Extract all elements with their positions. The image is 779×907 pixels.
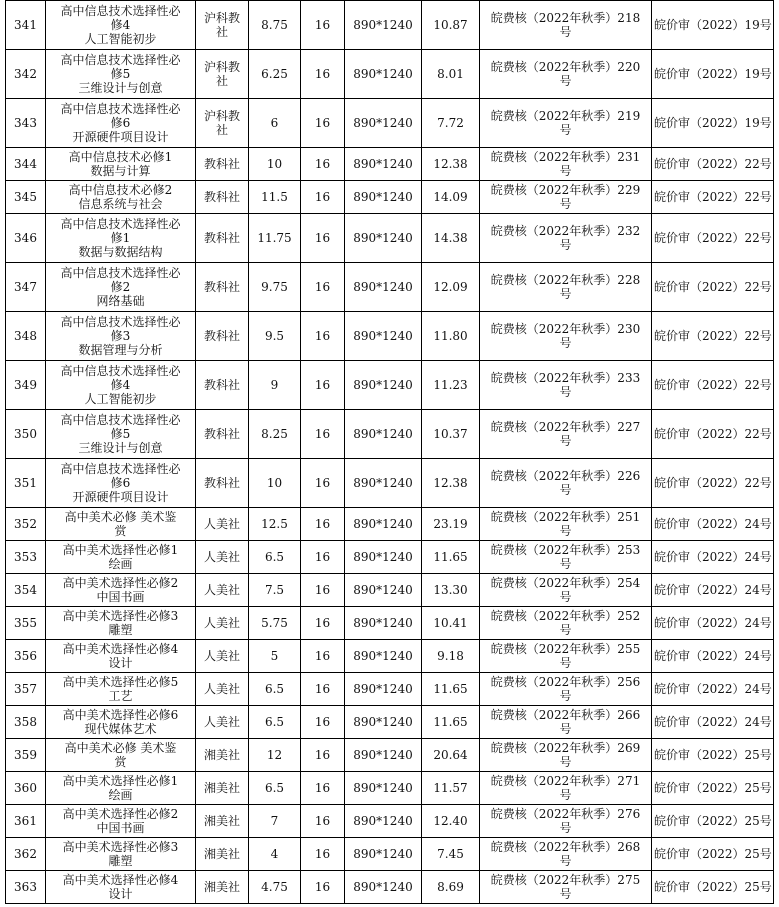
format-cell: 16 <box>301 706 345 739</box>
fee-approval-number-cell: 皖费核（2022年秋季）255 号 <box>480 640 652 673</box>
fee-approval-number-cell: 皖费核（2022年秋季）229 号 <box>480 181 652 214</box>
row-number-cell: 360 <box>6 772 46 805</box>
table-row <box>6 706 774 739</box>
textbook-name-cell: 高中美术选择性必修2 中国书画 <box>46 574 196 607</box>
fee-approval-number-cell: 皖费核（2022年秋季）252 号 <box>480 607 652 640</box>
price-cell: 20.64 <box>422 739 480 772</box>
paper-size-cell: 890*1240 <box>345 838 422 871</box>
table-row <box>6 541 774 574</box>
table-row <box>6 1 774 50</box>
table-row <box>6 871 774 904</box>
paper-size-cell: 890*1240 <box>345 508 422 541</box>
textbook-name-cell: 高中信息技术选择性必 修2 网络基础 <box>46 263 196 312</box>
price-approval-number-cell: 皖价审（2022）19号 <box>652 50 774 99</box>
price-cell: 10.87 <box>422 1 480 50</box>
price-cell: 8.69 <box>422 871 480 904</box>
price-approval-number-cell: 皖价审（2022）22号 <box>652 214 774 263</box>
fee-approval-number-cell: 皖费核（2022年秋季）254 号 <box>480 574 652 607</box>
price-approval-number-cell: 皖价审（2022）24号 <box>652 508 774 541</box>
price-approval-number-cell: 皖价审（2022）25号 <box>652 838 774 871</box>
paper-size-cell: 890*1240 <box>345 772 422 805</box>
row-number-cell: 354 <box>6 574 46 607</box>
textbook-name-cell: 高中美术选择性必修1 绘画 <box>46 772 196 805</box>
price-cell: 11.23 <box>422 361 480 410</box>
row-number-cell: 362 <box>6 838 46 871</box>
fee-approval-number-cell: 皖费核（2022年秋季）268 号 <box>480 838 652 871</box>
printed-sheets-cell: 6 <box>249 99 301 148</box>
paper-size-cell: 890*1240 <box>345 459 422 508</box>
row-number-cell: 349 <box>6 361 46 410</box>
table-row <box>6 99 774 148</box>
price-approval-number-cell: 皖价审（2022）19号 <box>652 1 774 50</box>
publisher-cell: 人美社 <box>196 508 249 541</box>
table-row <box>6 361 774 410</box>
price-approval-number-cell: 皖价审（2022）25号 <box>652 805 774 838</box>
publisher-cell: 湘美社 <box>196 772 249 805</box>
table-row <box>6 312 774 361</box>
row-number-cell: 352 <box>6 508 46 541</box>
textbook-name-cell: 高中信息技术选择性必 修1 数据与数据结构 <box>46 214 196 263</box>
paper-size-cell: 890*1240 <box>345 148 422 181</box>
format-cell: 16 <box>301 541 345 574</box>
format-cell: 16 <box>301 50 345 99</box>
price-approval-number-cell: 皖价审（2022）24号 <box>652 541 774 574</box>
printed-sheets-cell: 11.5 <box>249 181 301 214</box>
textbook-name-cell: 高中信息技术必修1 数据与计算 <box>46 148 196 181</box>
textbook-name-cell: 高中信息技术必修2 信息系统与社会 <box>46 181 196 214</box>
table-row <box>6 673 774 706</box>
printed-sheets-cell: 7 <box>249 805 301 838</box>
publisher-cell: 湘美社 <box>196 838 249 871</box>
paper-size-cell: 890*1240 <box>345 312 422 361</box>
row-number-cell: 351 <box>6 459 46 508</box>
textbook-name-cell: 高中美术选择性必修6 现代媒体艺术 <box>46 706 196 739</box>
price-cell: 23.19 <box>422 508 480 541</box>
printed-sheets-cell: 9.5 <box>249 312 301 361</box>
printed-sheets-cell: 5.75 <box>249 607 301 640</box>
row-number-cell: 356 <box>6 640 46 673</box>
printed-sheets-cell: 6.5 <box>249 706 301 739</box>
fee-approval-number-cell: 皖费核（2022年秋季）253 号 <box>480 541 652 574</box>
fee-approval-number-cell: 皖费核（2022年秋季）271 号 <box>480 772 652 805</box>
fee-approval-number-cell: 皖费核（2022年秋季）275 号 <box>480 871 652 904</box>
paper-size-cell: 890*1240 <box>345 607 422 640</box>
textbook-name-cell: 高中信息技术选择性必 修6 开源硬件项目设计 <box>46 459 196 508</box>
format-cell: 16 <box>301 99 345 148</box>
price-approval-number-cell: 皖价审（2022）19号 <box>652 99 774 148</box>
fee-approval-number-cell: 皖费核（2022年秋季）218 号 <box>480 1 652 50</box>
printed-sheets-cell: 6.5 <box>249 772 301 805</box>
fee-approval-number-cell: 皖费核（2022年秋季）220 号 <box>480 50 652 99</box>
table-row <box>6 50 774 99</box>
publisher-cell: 教科社 <box>196 214 249 263</box>
format-cell: 16 <box>301 361 345 410</box>
textbook-name-cell: 高中信息技术选择性必 修3 数据管理与分析 <box>46 312 196 361</box>
price-approval-number-cell: 皖价审（2022）22号 <box>652 361 774 410</box>
paper-size-cell: 890*1240 <box>345 263 422 312</box>
price-cell: 10.41 <box>422 607 480 640</box>
price-approval-number-cell: 皖价审（2022）24号 <box>652 574 774 607</box>
format-cell: 16 <box>301 739 345 772</box>
publisher-cell: 人美社 <box>196 640 249 673</box>
textbook-price-table <box>5 0 774 904</box>
price-cell: 7.45 <box>422 838 480 871</box>
row-number-cell: 348 <box>6 312 46 361</box>
paper-size-cell: 890*1240 <box>345 541 422 574</box>
row-number-cell: 350 <box>6 410 46 459</box>
table-row <box>6 459 774 508</box>
publisher-cell: 人美社 <box>196 673 249 706</box>
textbook-name-cell: 高中美术选择性必修3 雕塑 <box>46 607 196 640</box>
price-approval-number-cell: 皖价审（2022）22号 <box>652 148 774 181</box>
printed-sheets-cell: 10 <box>249 148 301 181</box>
price-cell: 11.65 <box>422 541 480 574</box>
printed-sheets-cell: 12.5 <box>249 508 301 541</box>
textbook-name-cell: 高中美术必修 美术鉴 赏 <box>46 508 196 541</box>
publisher-cell: 教科社 <box>196 459 249 508</box>
fee-approval-number-cell: 皖费核（2022年秋季）219 号 <box>480 99 652 148</box>
row-number-cell: 345 <box>6 181 46 214</box>
fee-approval-number-cell: 皖费核（2022年秋季）276 号 <box>480 805 652 838</box>
paper-size-cell: 890*1240 <box>345 181 422 214</box>
format-cell: 16 <box>301 673 345 706</box>
textbook-name-cell: 高中美术选择性必修4 设计 <box>46 871 196 904</box>
price-cell: 12.09 <box>422 263 480 312</box>
textbook-name-cell: 高中信息技术选择性必 修4 人工智能初步 <box>46 1 196 50</box>
price-cell: 11.80 <box>422 312 480 361</box>
printed-sheets-cell: 5 <box>249 640 301 673</box>
row-number-cell: 342 <box>6 50 46 99</box>
paper-size-cell: 890*1240 <box>345 214 422 263</box>
textbook-name-cell: 高中美术选择性必修2 中国书画 <box>46 805 196 838</box>
printed-sheets-cell: 6.5 <box>249 541 301 574</box>
table-row <box>6 640 774 673</box>
printed-sheets-cell: 6.25 <box>249 50 301 99</box>
format-cell: 16 <box>301 214 345 263</box>
publisher-cell: 教科社 <box>196 263 249 312</box>
fee-approval-number-cell: 皖费核（2022年秋季）233 号 <box>480 361 652 410</box>
fee-approval-number-cell: 皖费核（2022年秋季）226 号 <box>480 459 652 508</box>
textbook-name-cell: 高中信息技术选择性必 修5 三维设计与创意 <box>46 50 196 99</box>
fee-approval-number-cell: 皖费核（2022年秋季）232 号 <box>480 214 652 263</box>
table-row <box>6 772 774 805</box>
table-row <box>6 181 774 214</box>
table-body <box>6 1 774 904</box>
paper-size-cell: 890*1240 <box>345 871 422 904</box>
price-approval-number-cell: 皖价审（2022）22号 <box>652 263 774 312</box>
row-number-cell: 358 <box>6 706 46 739</box>
format-cell: 16 <box>301 805 345 838</box>
price-cell: 12.38 <box>422 148 480 181</box>
paper-size-cell: 890*1240 <box>345 739 422 772</box>
printed-sheets-cell: 9.75 <box>249 263 301 312</box>
price-approval-number-cell: 皖价审（2022）24号 <box>652 673 774 706</box>
table-row <box>6 739 774 772</box>
publisher-cell: 湘美社 <box>196 805 249 838</box>
table-row <box>6 838 774 871</box>
format-cell: 16 <box>301 640 345 673</box>
format-cell: 16 <box>301 459 345 508</box>
row-number-cell: 344 <box>6 148 46 181</box>
publisher-cell: 教科社 <box>196 181 249 214</box>
printed-sheets-cell: 7.5 <box>249 574 301 607</box>
fee-approval-number-cell: 皖费核（2022年秋季）269 号 <box>480 739 652 772</box>
price-approval-number-cell: 皖价审（2022）24号 <box>652 607 774 640</box>
row-number-cell: 346 <box>6 214 46 263</box>
price-cell: 11.57 <box>422 772 480 805</box>
printed-sheets-cell: 4 <box>249 838 301 871</box>
textbook-name-cell: 高中美术选择性必修4 设计 <box>46 640 196 673</box>
row-number-cell: 343 <box>6 99 46 148</box>
publisher-cell: 人美社 <box>196 706 249 739</box>
price-approval-number-cell: 皖价审（2022）22号 <box>652 410 774 459</box>
format-cell: 16 <box>301 1 345 50</box>
paper-size-cell: 890*1240 <box>345 1 422 50</box>
publisher-cell: 沪科教 社 <box>196 50 249 99</box>
price-approval-number-cell: 皖价审（2022）25号 <box>652 739 774 772</box>
price-cell: 8.01 <box>422 50 480 99</box>
table-row <box>6 805 774 838</box>
price-cell: 12.38 <box>422 459 480 508</box>
printed-sheets-cell: 8.75 <box>249 1 301 50</box>
publisher-cell: 教科社 <box>196 410 249 459</box>
table-row <box>6 148 774 181</box>
textbook-name-cell: 高中信息技术选择性必 修4 人工智能初步 <box>46 361 196 410</box>
price-cell: 7.72 <box>422 99 480 148</box>
price-cell: 10.37 <box>422 410 480 459</box>
textbook-name-cell: 高中信息技术选择性必 修6 开源硬件项目设计 <box>46 99 196 148</box>
printed-sheets-cell: 11.75 <box>249 214 301 263</box>
table-row <box>6 263 774 312</box>
table-row <box>6 607 774 640</box>
table-row <box>6 214 774 263</box>
format-cell: 16 <box>301 181 345 214</box>
paper-size-cell: 890*1240 <box>345 805 422 838</box>
textbook-name-cell: 高中美术选择性必修3 雕塑 <box>46 838 196 871</box>
paper-size-cell: 890*1240 <box>345 706 422 739</box>
row-number-cell: 361 <box>6 805 46 838</box>
price-approval-number-cell: 皖价审（2022）22号 <box>652 312 774 361</box>
printed-sheets-cell: 6.5 <box>249 673 301 706</box>
paper-size-cell: 890*1240 <box>345 410 422 459</box>
format-cell: 16 <box>301 263 345 312</box>
publisher-cell: 教科社 <box>196 361 249 410</box>
format-cell: 16 <box>301 607 345 640</box>
price-approval-number-cell: 皖价审（2022）24号 <box>652 640 774 673</box>
publisher-cell: 沪科教 社 <box>196 99 249 148</box>
table-row <box>6 410 774 459</box>
fee-approval-number-cell: 皖费核（2022年秋季）256 号 <box>480 673 652 706</box>
format-cell: 16 <box>301 312 345 361</box>
publisher-cell: 教科社 <box>196 312 249 361</box>
publisher-cell: 人美社 <box>196 574 249 607</box>
textbook-name-cell: 高中美术选择性必修1 绘画 <box>46 541 196 574</box>
table-row <box>6 574 774 607</box>
format-cell: 16 <box>301 508 345 541</box>
format-cell: 16 <box>301 148 345 181</box>
textbook-name-cell: 高中信息技术选择性必 修5 三维设计与创意 <box>46 410 196 459</box>
price-approval-number-cell: 皖价审（2022）24号 <box>652 706 774 739</box>
paper-size-cell: 890*1240 <box>345 99 422 148</box>
paper-size-cell: 890*1240 <box>345 574 422 607</box>
row-number-cell: 363 <box>6 871 46 904</box>
price-cell: 13.30 <box>422 574 480 607</box>
price-approval-number-cell: 皖价审（2022）22号 <box>652 459 774 508</box>
row-number-cell: 355 <box>6 607 46 640</box>
fee-approval-number-cell: 皖费核（2022年秋季）231 号 <box>480 148 652 181</box>
price-cell: 9.18 <box>422 640 480 673</box>
paper-size-cell: 890*1240 <box>345 640 422 673</box>
fee-approval-number-cell: 皖费核（2022年秋季）230 号 <box>480 312 652 361</box>
format-cell: 16 <box>301 838 345 871</box>
table-row <box>6 508 774 541</box>
textbook-name-cell: 高中美术必修 美术鉴 赏 <box>46 739 196 772</box>
format-cell: 16 <box>301 871 345 904</box>
fee-approval-number-cell: 皖费核（2022年秋季）227 号 <box>480 410 652 459</box>
paper-size-cell: 890*1240 <box>345 361 422 410</box>
price-approval-number-cell: 皖价审（2022）25号 <box>652 772 774 805</box>
fee-approval-number-cell: 皖费核（2022年秋季）228 号 <box>480 263 652 312</box>
row-number-cell: 341 <box>6 1 46 50</box>
format-cell: 16 <box>301 772 345 805</box>
fee-approval-number-cell: 皖费核（2022年秋季）266 号 <box>480 706 652 739</box>
row-number-cell: 357 <box>6 673 46 706</box>
price-cell: 12.40 <box>422 805 480 838</box>
paper-size-cell: 890*1240 <box>345 50 422 99</box>
format-cell: 16 <box>301 574 345 607</box>
row-number-cell: 347 <box>6 263 46 312</box>
printed-sheets-cell: 10 <box>249 459 301 508</box>
printed-sheets-cell: 4.75 <box>249 871 301 904</box>
printed-sheets-cell: 8.25 <box>249 410 301 459</box>
price-cell: 14.38 <box>422 214 480 263</box>
textbook-name-cell: 高中美术选择性必修5 工艺 <box>46 673 196 706</box>
publisher-cell: 人美社 <box>196 607 249 640</box>
price-approval-number-cell: 皖价审（2022）25号 <box>652 871 774 904</box>
price-cell: 11.65 <box>422 706 480 739</box>
printed-sheets-cell: 12 <box>249 739 301 772</box>
printed-sheets-cell: 9 <box>249 361 301 410</box>
format-cell: 16 <box>301 410 345 459</box>
publisher-cell: 人美社 <box>196 541 249 574</box>
price-cell: 14.09 <box>422 181 480 214</box>
price-cell: 11.65 <box>422 673 480 706</box>
row-number-cell: 353 <box>6 541 46 574</box>
fee-approval-number-cell: 皖费核（2022年秋季）251 号 <box>480 508 652 541</box>
price-approval-number-cell: 皖价审（2022）22号 <box>652 181 774 214</box>
publisher-cell: 湘美社 <box>196 739 249 772</box>
publisher-cell: 教科社 <box>196 148 249 181</box>
publisher-cell: 湘美社 <box>196 871 249 904</box>
paper-size-cell: 890*1240 <box>345 673 422 706</box>
row-number-cell: 359 <box>6 739 46 772</box>
publisher-cell: 沪科教 社 <box>196 1 249 50</box>
